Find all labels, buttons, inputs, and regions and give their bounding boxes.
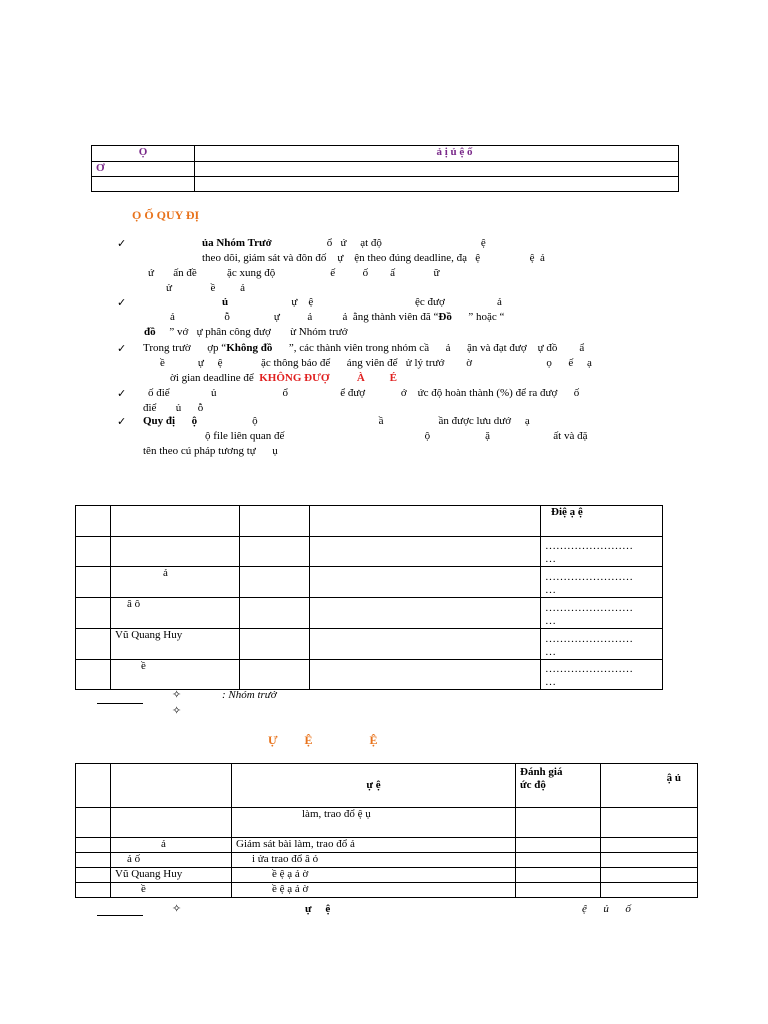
tasks-cell (516, 838, 601, 853)
rule-line (148, 267, 439, 280)
diamond-icon: ✧ (172, 903, 182, 915)
tasks-cell (601, 868, 698, 883)
table-row (76, 660, 663, 690)
table-row (76, 598, 663, 629)
table-row (76, 567, 663, 598)
rule-text: ộ file liên quan đế ộ ặ ất và đặ (205, 430, 588, 442)
rule-line (222, 296, 502, 309)
table-row (76, 537, 663, 567)
rule-line (170, 372, 397, 385)
tasks-cell: ả ố (111, 853, 232, 868)
rule-text: KHÔNG ĐƯỢ À É (259, 372, 397, 384)
tasks-cell: làm, trao đổ ệ ụ (232, 808, 516, 838)
members-cell (76, 537, 111, 567)
checkmark-icon: ✓ (117, 343, 127, 355)
members-cell: ả (111, 567, 240, 598)
members-cell (240, 660, 310, 690)
tasks-cell: Giám sát bài làm, trao đổ ả (232, 838, 516, 853)
rule-line (202, 237, 486, 250)
tasks-cell (516, 868, 601, 883)
table-row (76, 838, 698, 853)
rule-text: ề ự ệ ặc thông báo để áng viên để ử lý trướ ờ ọ ế ạ (160, 357, 592, 369)
members-cell (76, 567, 111, 598)
tasks-footer-mid: ự ệ (305, 903, 331, 915)
rule-text: ”, các thành viên trong nhóm cầ ả ận và đạt đượ ự đồ ẩ (272, 342, 585, 354)
rule-line (166, 282, 245, 295)
tasks-cell (601, 808, 698, 838)
info-cell: ả ị ủ ệ ố (195, 146, 679, 162)
members-cell (240, 629, 310, 660)
rule-line (202, 252, 545, 265)
members-cell (111, 537, 240, 567)
members-cell: ề (111, 660, 240, 690)
rule-line (143, 415, 530, 428)
rule-line (205, 430, 588, 443)
tasks-header-cell: ậ ủ (601, 764, 698, 808)
table-row (76, 853, 698, 868)
rule-text: Quy đị ộ (143, 415, 198, 427)
tasks-cell (76, 808, 111, 838)
tasks-cell: Vũ Quang Huy (111, 868, 232, 883)
members-dots: …………………… … (541, 598, 663, 629)
members-cell: â ô (111, 598, 240, 629)
info-cell (195, 177, 679, 192)
members-footer-note: : Nhóm trưở (222, 689, 277, 701)
members-dots: …………………… … (541, 629, 663, 660)
tasks-cell (601, 853, 698, 868)
members-header-cell: Điệ ạ ệ (541, 506, 663, 537)
rule-text: ự ệ ệc đượ ả (228, 296, 502, 308)
checkmark-icon: ✓ (117, 297, 127, 309)
rule-line (148, 387, 579, 400)
tasks-cell (76, 853, 111, 868)
tasks-cell: ề (111, 883, 232, 898)
info-cell (195, 162, 679, 177)
signature-line (97, 703, 143, 704)
rule-line (144, 326, 348, 339)
rule-line (143, 342, 584, 355)
tasks-header-cell: ự ệ (232, 764, 516, 808)
rule-text: ả ỗ ự ả ả ằng thành viên đã “ (170, 311, 439, 323)
table-row (76, 629, 663, 660)
rule-text: tên theo cú pháp tương tự ụ (143, 445, 278, 457)
rule-text: ủ (222, 296, 229, 308)
rules-heading: Ọ Ố QUY ĐỊ (132, 208, 200, 222)
table-row (76, 808, 698, 838)
checkmark-icon: ✓ (117, 238, 127, 250)
members-table (75, 505, 663, 690)
tasks-table (75, 763, 698, 898)
members-cell (240, 567, 310, 598)
tasks-cell: ề ệ ạ ả ờ (232, 868, 516, 883)
members-cell (310, 598, 541, 629)
tasks-cell (516, 853, 601, 868)
members-cell (310, 567, 541, 598)
members-cell (240, 598, 310, 629)
diamond-icon: ✧ (172, 705, 182, 717)
rule-text: điể ủ ỗ (143, 402, 204, 414)
members-cell (310, 537, 541, 567)
members-cell: Vũ Quang Huy (111, 629, 240, 660)
rule-text: ử ề ả (166, 282, 245, 294)
tasks-footer-right: ệ ủ ố (582, 903, 631, 915)
section-heading: Ự Ệ Ệ (268, 733, 378, 747)
tasks-cell (601, 838, 698, 853)
tasks-header-cell: Đánh giá ức độ (516, 764, 601, 808)
tasks-cell (516, 808, 601, 838)
members-cell (310, 629, 541, 660)
rule-line (160, 357, 592, 370)
members-cell (310, 660, 541, 690)
rule-text: ” hoặc “ (451, 311, 505, 323)
tasks-cell (111, 808, 232, 838)
rule-text: Không đồ (226, 342, 273, 354)
members-dots: …………………… … (541, 537, 663, 567)
rule-text: ủa Nhóm Trưở (202, 237, 272, 249)
tasks-cell (601, 883, 698, 898)
tasks-cell: ả (111, 838, 232, 853)
members-header-cell (240, 506, 310, 537)
members-cell (76, 660, 111, 690)
tasks-cell (76, 883, 111, 898)
info-cell: Ơ (92, 162, 195, 177)
tasks-cell (76, 868, 111, 883)
tasks-header-cell (111, 764, 232, 808)
rule-line (143, 445, 278, 458)
rule-text: ố điể ủ ổ ể đượ ớ ức độ hoàn thành (%) để ra đượ ố (148, 387, 580, 399)
rule-text: ứ ấn đề ặc xung độ ế ố ấ ữ (148, 267, 440, 279)
table-row (76, 868, 698, 883)
info-cell (92, 177, 195, 192)
rule-text: Trong trườ ợp “ (143, 342, 227, 354)
rule-line (170, 311, 504, 324)
tasks-cell (76, 838, 111, 853)
rule-text: đồ (144, 326, 156, 338)
members-cell (76, 598, 111, 629)
rule-text: ời gian deadline để (170, 372, 260, 384)
members-dots: …………………… … (541, 660, 663, 690)
tasks-cell: ề ệ ạ ả ờ (232, 883, 516, 898)
signature-line (97, 915, 143, 916)
rule-text: ộ ầ ần được lưu dướ ạ (197, 415, 530, 427)
table-row (76, 883, 698, 898)
members-dots: …………………… … (541, 567, 663, 598)
rule-text: ” vớ ự phân công đượ ừ Nhóm trưở (155, 326, 348, 338)
rule-text: theo dõi, giám sát và đôn đố ự ện theo đúng deadline, đạ ệ ệ ả (202, 252, 545, 264)
diamond-icon: ✧ (172, 689, 182, 701)
tasks-cell: i ửa trao đổ â ỏ (232, 853, 516, 868)
info-table (91, 145, 679, 192)
info-cell: Ọ (92, 146, 195, 162)
members-header-cell (310, 506, 541, 537)
members-cell (76, 629, 111, 660)
tasks-header-cell (76, 764, 111, 808)
rule-line (143, 402, 203, 415)
members-header-cell (111, 506, 240, 537)
members-header-cell (76, 506, 111, 537)
members-cell (240, 537, 310, 567)
checkmark-icon: ✓ (117, 416, 127, 428)
rule-text: ổ ứ ạt độ ệ (271, 237, 486, 249)
checkmark-icon: ✓ (117, 388, 127, 400)
tasks-cell (516, 883, 601, 898)
rule-text: Đồ (438, 311, 452, 323)
